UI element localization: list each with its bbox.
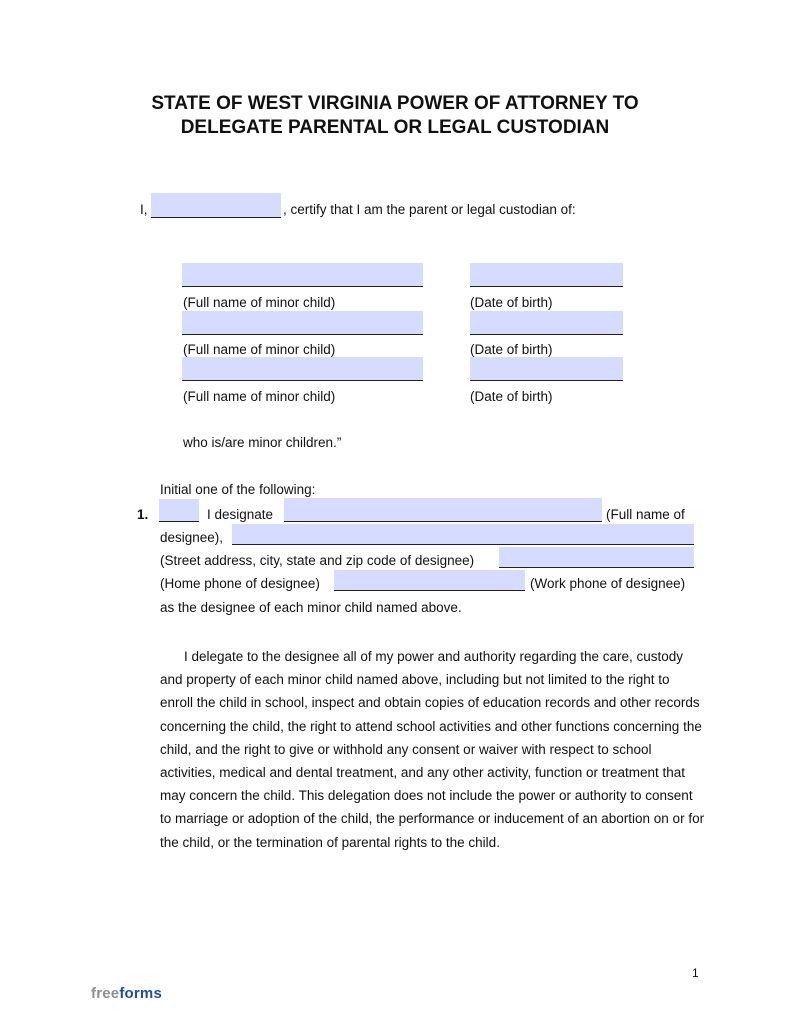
minor-children-text: who is/are minor children.” (183, 435, 342, 450)
designee-closing-text: as the designee of each minor child named above. (160, 600, 462, 615)
initial-field[interactable] (159, 499, 199, 522)
child-name-field-3[interactable] (182, 357, 423, 381)
work-phone-label: (Work phone of designee) (530, 576, 686, 591)
designee-label: designee), (160, 530, 224, 545)
child-name-label-3: (Full name of minor child) (183, 389, 336, 404)
page-number: 1 (692, 966, 699, 980)
child-dob-label-2: (Date of birth) (470, 342, 553, 357)
child-dob-field-3[interactable] (470, 357, 623, 381)
street-address-label: (Street address, city, state and zip code of designee) (160, 553, 475, 568)
document-title-line-1: STATE OF WEST VIRGINIA POWER OF ATTORNEY TO (151, 93, 639, 114)
designate-label: I designate (207, 507, 274, 522)
child-name-label-1: (Full name of minor child) (183, 295, 336, 310)
designee-name-continued-field[interactable] (232, 524, 694, 545)
street-address-field[interactable] (499, 547, 694, 568)
home-phone-label: (Home phone of designee) (160, 576, 320, 591)
home-phone-field[interactable] (334, 570, 525, 591)
initial-instruction: Initial one of the following: (160, 482, 316, 497)
designee-name-field[interactable] (284, 498, 602, 522)
child-dob-field-1[interactable] (470, 263, 623, 287)
intro-suffix: , certify that I am the parent or legal custodian of: (283, 202, 576, 217)
child-dob-field-2[interactable] (470, 311, 623, 335)
option-number: 1. (137, 507, 149, 522)
child-name-field-1[interactable] (182, 263, 423, 287)
child-dob-label-1: (Date of birth) (470, 295, 553, 310)
delegation-paragraph: I delegate to the designee all of my power and authority regarding the care, custody and property of each minor child named above, including but not limited to the right to enroll the child in school, inspect and obtain copies of education records and other records concerning the child, the right to attend school activities and other functions concerning the child, and the right to give or withhold any consent or waiver with respect to school activities, medical and dental treatment, and any other activity, function or treatment that may concern the child. This delegation does not include the power or authority to consent to marriage or adoption of the child, the performance or inducement of an abortion on or for the child, or the termination of parental rights to the child. (160, 649, 705, 850)
parent-name-field[interactable] (151, 193, 281, 218)
logo-forms-text: forms (119, 985, 163, 1002)
child-dob-label-3: (Date of birth) (470, 389, 553, 404)
freeforms-logo (91, 985, 162, 1002)
child-name-field-2[interactable] (182, 311, 423, 335)
full-name-label: (Full name of (606, 507, 685, 522)
document-title-line-2: DELEGATE PARENTAL OR LEGAL CUSTODIAN (180, 117, 610, 138)
child-name-label-2: (Full name of minor child) (183, 342, 336, 357)
intro-prefix: I, (140, 202, 148, 217)
logo-free-text: free (91, 985, 120, 1002)
